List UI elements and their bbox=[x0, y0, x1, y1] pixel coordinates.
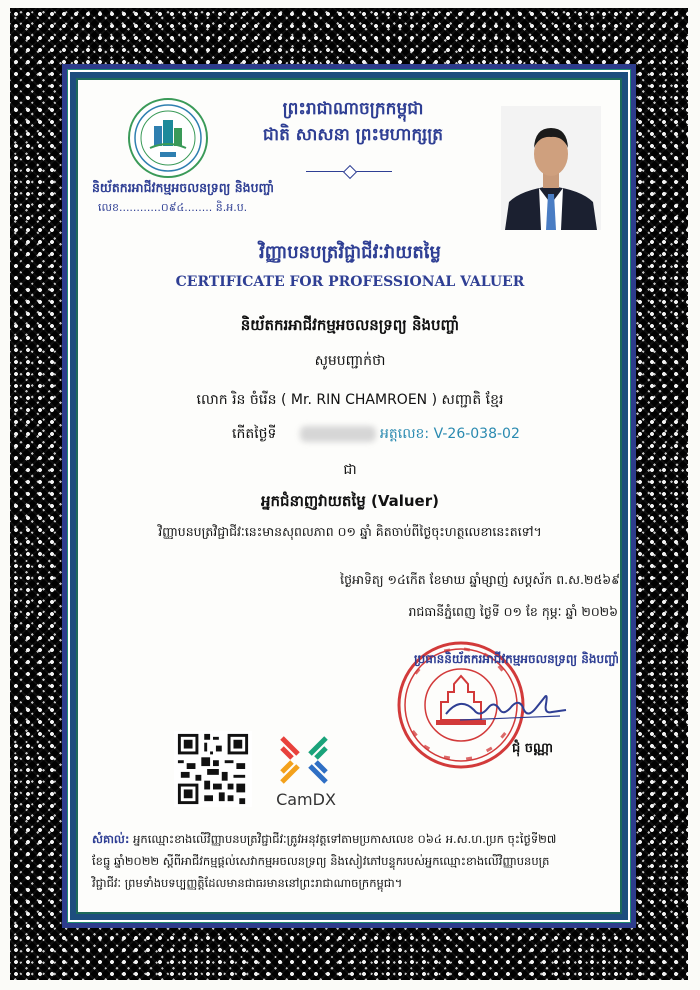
reference-number: លេខ............០៩៤........ និ.អ.ប. bbox=[98, 201, 248, 214]
footnote-line-3: វិជ្ជាជីវៈ ព្រមទាំងបទប្បញ្ញត្តិដែលមានជាធរមាននៅព្រះរាជាណាចក្រកម្ពុជា។ bbox=[92, 876, 403, 890]
camdx-label: CamDX bbox=[276, 790, 336, 809]
regulator-logo bbox=[128, 98, 208, 178]
certificate-title-english: CERTIFICATE FOR PROFESSIONAL VALUER bbox=[175, 274, 525, 290]
holder-name-line: លោក រិន ចំរើន ( Mr. RIN CHAMROEN ) សញ្ជាតិ ខ្មែរ bbox=[196, 392, 504, 408]
holder-role: អ្នកជំនាញវាយតម្លៃ (Valuer) bbox=[261, 492, 439, 510]
camdx-logo-icon bbox=[278, 734, 330, 786]
signatory-name: ជុំ ចណ្ណា bbox=[512, 741, 554, 756]
kingdom-heading: ព្រះរាជាណាចក្រកម្ពុជា bbox=[282, 99, 424, 119]
building-logo-icon bbox=[130, 100, 206, 176]
footnote bbox=[92, 828, 612, 894]
signatory-title: ប្រធាននិយ័តករអាជីវកម្មអចលនទ្រព្យ និងបញ្ចាំ bbox=[414, 652, 620, 666]
signature-mark bbox=[440, 690, 570, 730]
date-of-birth-label: កើតថ្ងៃទី bbox=[232, 426, 277, 442]
redacted-birthdate bbox=[300, 426, 376, 442]
verification-qr-code[interactable] bbox=[174, 731, 252, 807]
certificate-title-khmer: វិញ្ញាបនបត្រវិជ្ជាជីវៈវាយតម្លៃ bbox=[259, 242, 441, 263]
national-motto: ជាតិ សាសនា ព្រះមហាក្សត្រ bbox=[262, 125, 444, 145]
validity-statement: វិញ្ញាបនបត្រវិជ្ជាជីវៈនេះមានសុពលភាព ០១ ឆ្នាំ គិតចាប់ពីថ្ងៃចុះហត្ថលេខានេះតទៅ។ bbox=[158, 524, 542, 539]
qr-code-icon bbox=[174, 731, 252, 807]
holder-id-number: អត្តលេខ: V-26-038-02 bbox=[380, 426, 520, 442]
organization-name: និយ័តករអាជីវកម្មអចលនទ្រព្យ និងបញ្ចាំ bbox=[92, 180, 275, 195]
person-portrait-icon bbox=[501, 106, 601, 230]
as-text: ជា bbox=[343, 462, 357, 478]
certify-text: សូមបញ្ជាក់ថា bbox=[314, 353, 386, 369]
holder-photo bbox=[501, 106, 601, 230]
footnote-line-1: អ្នកឈ្មោះខាងលើវិញ្ញាបនបត្រវិជ្ជាជីវៈត្រូវអនុវត្តទៅតាមប្រកាសលេខ ០៦៤ អ.ស.ហ.ប្រក ចុះថ្ងៃទី២៧ bbox=[133, 832, 557, 846]
footnote-line-2: ខែធ្នូ ឆ្នាំ២០២២ ស្តីពីអាជីវកម្មផ្តល់សេវាកម្មអចលនទ្រព្យ និងសៀវភៅបន្ទុករបស់អ្នកឈ្មោះខាងលើវិញ្ញាបនបត្រ bbox=[92, 854, 550, 868]
lunar-date: ថ្ងៃអាទិត្យ ១៤កើត ខែមាឃ ឆ្នាំម្សាញ់ សប្តស័ក ព.ស.២៥៦៩ bbox=[340, 572, 620, 587]
footnote-label: សំគាល់: bbox=[92, 832, 130, 846]
issuer-name: និយ័តករអាជីវកម្មអចលនទ្រព្យ និងបញ្ចាំ bbox=[240, 316, 460, 334]
issue-date: រាជធានីភ្នំពេញ ថ្ងៃទី ០១ ខែ កុម្ភៈ ឆ្នាំ ២០២៦ bbox=[408, 604, 618, 619]
